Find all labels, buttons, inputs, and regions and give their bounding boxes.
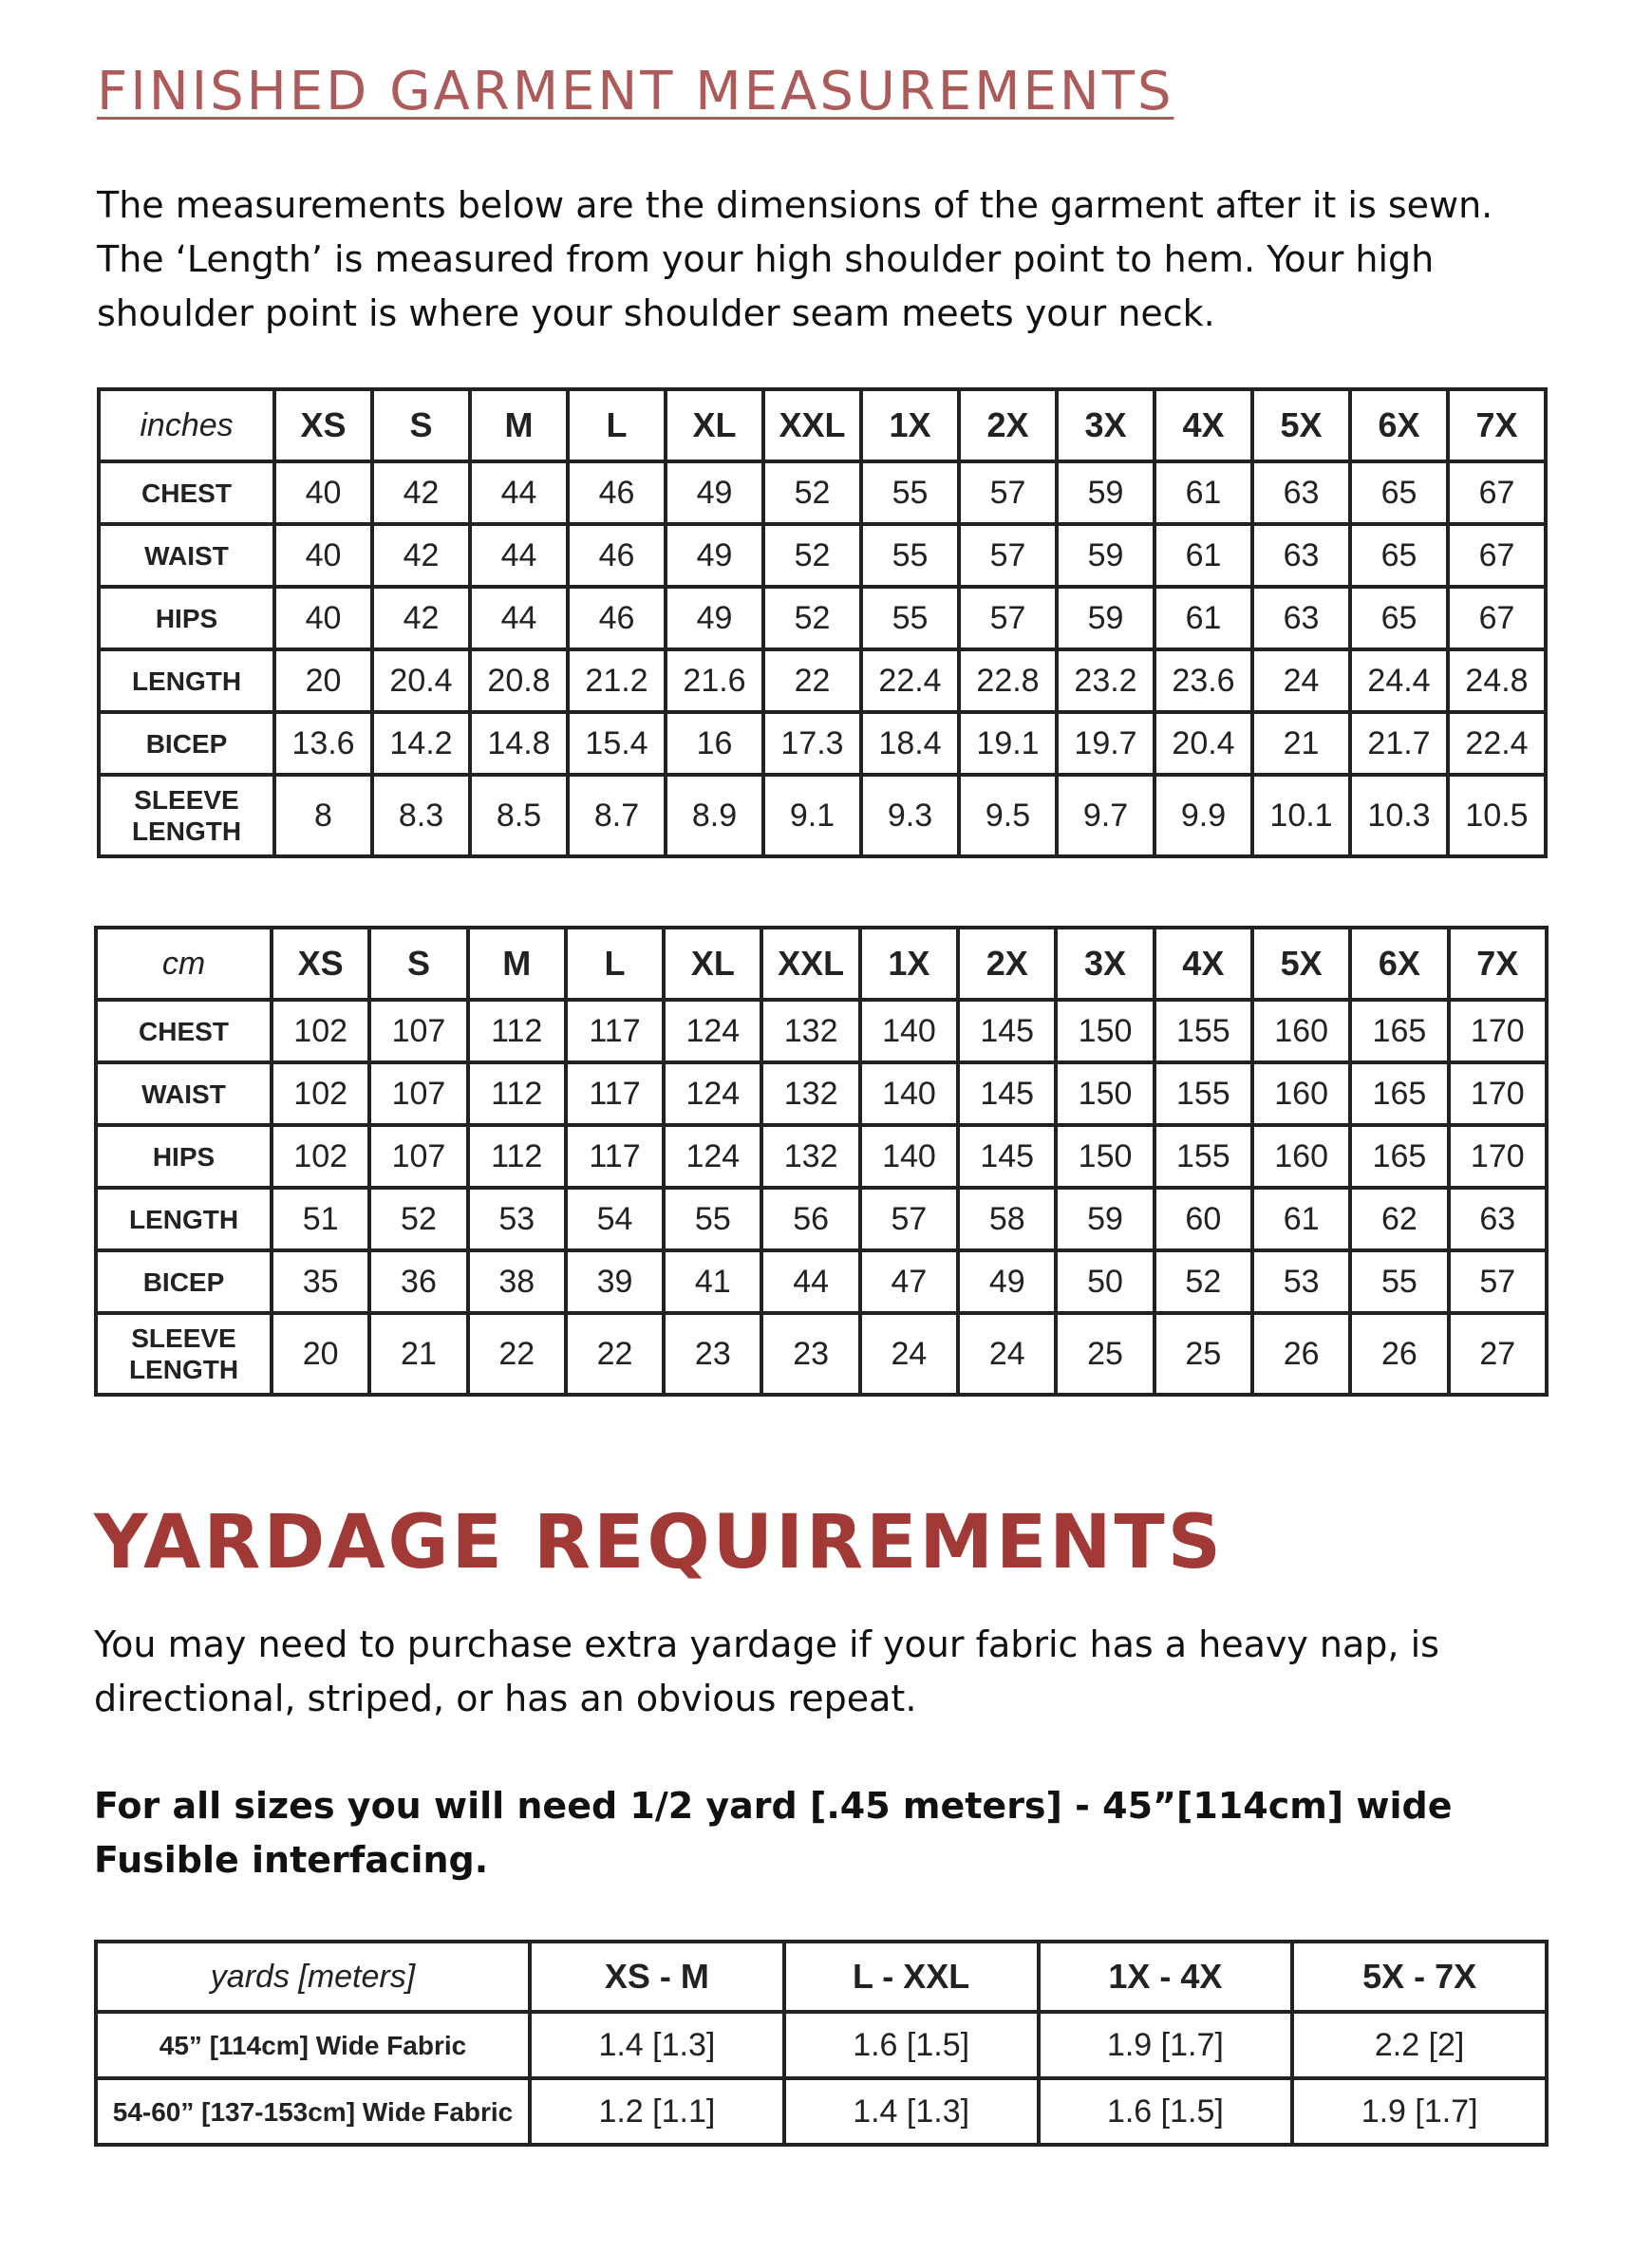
table-row	[96, 1125, 1547, 1188]
table-cell: 8.9	[666, 775, 763, 856]
size-header: XS	[272, 928, 369, 1000]
size-header: M	[470, 389, 568, 461]
table-cell: 55	[861, 461, 959, 524]
size-header: 2X	[959, 389, 1057, 461]
table-cell: 53	[468, 1188, 566, 1250]
table-cell: 160	[1252, 1125, 1350, 1188]
row-label	[96, 1313, 272, 1395]
table-cell: 22.4	[1448, 712, 1546, 775]
table-cell: 42	[372, 461, 470, 524]
row-label: HIPS	[99, 587, 274, 649]
row-label-line: SLEEVE	[131, 1323, 236, 1353]
table-cell: 52	[369, 1188, 467, 1250]
table-cell: 150	[1056, 1125, 1154, 1188]
table-cell: 107	[369, 1000, 467, 1062]
table-cell: 140	[860, 1000, 958, 1062]
table-cell: 46	[568, 524, 666, 587]
size-range-header: 1X - 4X	[1039, 1942, 1293, 2012]
size-header: XS	[274, 389, 372, 461]
table-cell: 107	[369, 1125, 467, 1188]
size-header: XXL	[761, 928, 859, 1000]
table-cell: 165	[1350, 1000, 1448, 1062]
size-header: 6X	[1350, 389, 1448, 461]
size-header: S	[372, 389, 470, 461]
size-header: 5X	[1252, 389, 1350, 461]
table-cell: 20.8	[470, 649, 568, 712]
table-cell: 38	[468, 1250, 566, 1313]
cm-measurements-table	[94, 926, 1549, 1397]
table-cell: 44	[470, 461, 568, 524]
row-label: 45” [114cm] Wide Fabric	[96, 2012, 530, 2078]
table-cell: 21	[1252, 712, 1350, 775]
table-row	[96, 1313, 1547, 1395]
table-cell: 13.6	[274, 712, 372, 775]
table-cell: 57	[959, 587, 1057, 649]
table-header-row	[96, 1942, 1547, 2012]
table-cell: 150	[1056, 1062, 1154, 1125]
table-cell: 10.1	[1252, 775, 1350, 856]
table-cell: 145	[958, 1125, 1056, 1188]
table-cell: 21	[369, 1313, 467, 1395]
table-cell: 24	[1252, 649, 1350, 712]
table-cell: 54	[566, 1188, 664, 1250]
table-cell: 61	[1155, 461, 1252, 524]
table-cell: 44	[470, 587, 568, 649]
table-row	[96, 1188, 1547, 1250]
table-cell: 51	[272, 1188, 369, 1250]
size-range-header: 5X - 7X	[1292, 1942, 1547, 2012]
size-header: 6X	[1350, 928, 1448, 1000]
size-header: XL	[666, 389, 763, 461]
table-cell: 8.7	[568, 775, 666, 856]
table-cell: 102	[272, 1062, 369, 1125]
table-cell: 17.3	[763, 712, 861, 775]
table-cell: 14.8	[470, 712, 568, 775]
table-cell: 145	[958, 1000, 1056, 1062]
table-cell: 132	[761, 1062, 859, 1125]
table-cell: 63	[1252, 587, 1350, 649]
table-cell: 170	[1449, 1125, 1547, 1188]
table-cell: 19.7	[1057, 712, 1155, 775]
row-label: CHEST	[96, 1000, 272, 1062]
table-cell: 1.6 [1.5]	[784, 2012, 1039, 2078]
table-cell: 9.5	[959, 775, 1057, 856]
table-cell: 46	[568, 461, 666, 524]
table-row	[96, 1000, 1547, 1062]
table-cell: 1.9 [1.7]	[1292, 2078, 1547, 2145]
table-cell: 9.3	[861, 775, 959, 856]
row-label-line: SLEEVE	[134, 785, 239, 815]
table-cell: 14.2	[372, 712, 470, 775]
table-cell: 50	[1056, 1250, 1154, 1313]
table-cell: 36	[369, 1250, 467, 1313]
unit-label: yards [meters]	[96, 1942, 530, 2012]
table-cell: 124	[664, 1000, 761, 1062]
row-label: WAIST	[99, 524, 274, 587]
table-cell: 67	[1448, 587, 1546, 649]
table-cell: 112	[468, 1125, 566, 1188]
table-cell: 155	[1155, 1000, 1252, 1062]
table-cell: 20	[274, 649, 372, 712]
table-cell: 124	[664, 1125, 761, 1188]
table-cell: 27	[1449, 1313, 1547, 1395]
row-label: LENGTH	[99, 649, 274, 712]
table-cell: 59	[1056, 1188, 1154, 1250]
table-cell: 2.2 [2]	[1292, 2012, 1547, 2078]
table-cell: 44	[470, 524, 568, 587]
table-cell: 55	[1350, 1250, 1448, 1313]
table-cell: 15.4	[568, 712, 666, 775]
table-cell: 117	[566, 1125, 664, 1188]
yardage-title: YARDAGE REQUIREMENTS	[94, 1500, 1224, 1586]
table-cell: 47	[860, 1250, 958, 1313]
table-row	[99, 524, 1546, 587]
size-header: XL	[664, 928, 761, 1000]
table-cell: 9.1	[763, 775, 861, 856]
table-cell: 1.9 [1.7]	[1039, 2012, 1293, 2078]
table-cell: 55	[861, 587, 959, 649]
table-cell: 57	[860, 1188, 958, 1250]
table-cell: 65	[1350, 524, 1448, 587]
table-cell: 112	[468, 1062, 566, 1125]
table-cell: 42	[372, 587, 470, 649]
table-cell: 19.1	[959, 712, 1057, 775]
table-cell: 132	[761, 1125, 859, 1188]
table-cell: 22.4	[861, 649, 959, 712]
table-cell: 39	[566, 1250, 664, 1313]
table-cell: 112	[468, 1000, 566, 1062]
table-cell: 23	[761, 1313, 859, 1395]
table-cell: 165	[1350, 1062, 1448, 1125]
table-cell: 65	[1350, 461, 1448, 524]
row-label: HIPS	[96, 1125, 272, 1188]
table-cell: 1.2 [1.1]	[530, 2078, 784, 2145]
size-header: 3X	[1056, 928, 1154, 1000]
row-label: WAIST	[96, 1062, 272, 1125]
table-cell: 22	[763, 649, 861, 712]
table-cell: 49	[666, 524, 763, 587]
table-cell: 55	[861, 524, 959, 587]
size-header: M	[468, 928, 566, 1000]
unit-label: cm	[96, 928, 272, 1000]
row-label: BICEP	[99, 712, 274, 775]
table-cell: 23.2	[1057, 649, 1155, 712]
yardage-table	[94, 1940, 1549, 2147]
table-cell: 67	[1448, 524, 1546, 587]
table-cell: 25	[1056, 1313, 1154, 1395]
table-cell: 63	[1252, 524, 1350, 587]
table-cell: 124	[664, 1062, 761, 1125]
table-cell: 61	[1252, 1188, 1350, 1250]
table-cell: 49	[666, 587, 763, 649]
table-cell: 24	[860, 1313, 958, 1395]
yardage-intro: You may need to purchase extra yardage if your fabric has a heavy nap, is directional, striped, or has an obvious repeat.	[94, 1623, 1439, 1719]
table-cell: 117	[566, 1000, 664, 1062]
table-cell: 170	[1449, 1062, 1547, 1125]
table-cell: 8.5	[470, 775, 568, 856]
table-row	[99, 775, 1546, 856]
table-cell: 155	[1155, 1062, 1252, 1125]
table-cell: 57	[1449, 1250, 1547, 1313]
table-cell: 40	[274, 587, 372, 649]
table-cell: 65	[1350, 587, 1448, 649]
table-cell: 57	[959, 524, 1057, 587]
table-cell: 9.9	[1155, 775, 1252, 856]
table-cell: 21.2	[568, 649, 666, 712]
table-cell: 67	[1448, 461, 1546, 524]
table-cell: 170	[1449, 1000, 1547, 1062]
table-cell: 23.6	[1155, 649, 1252, 712]
table-cell: 25	[1155, 1313, 1252, 1395]
table-cell: 165	[1350, 1125, 1448, 1188]
size-range-header: XS - M	[530, 1942, 784, 2012]
size-header: S	[369, 928, 467, 1000]
size-header: 2X	[958, 928, 1056, 1000]
size-range-header: L - XXL	[784, 1942, 1039, 2012]
size-header: 4X	[1155, 928, 1252, 1000]
table-cell: 57	[959, 461, 1057, 524]
table-cell: 44	[761, 1250, 859, 1313]
measurements-intro: The measurements below are the dimensions of the garment after it is sewn. The ‘Length’ is measured from your high shoulder point to hem. Your high shoulder point is where your shoulder seam meets your neck.	[97, 184, 1493, 334]
table-cell: 16	[666, 712, 763, 775]
table-cell: 132	[761, 1000, 859, 1062]
table-cell: 155	[1155, 1125, 1252, 1188]
interfacing-note: For all sizes you will need 1/2 yard [.45 meters] - 45”[114cm] wide Fusible interfacing.	[94, 1785, 1453, 1881]
size-header: 4X	[1155, 389, 1252, 461]
size-header: 5X	[1252, 928, 1350, 1000]
table-cell: 10.3	[1350, 775, 1448, 856]
table-cell: 10.5	[1448, 775, 1546, 856]
table-cell: 59	[1057, 587, 1155, 649]
table-header-row	[96, 928, 1547, 1000]
page-title: FINISHED GARMENT MEASUREMENTS	[97, 61, 1174, 122]
table-cell: 26	[1350, 1313, 1448, 1395]
table-row	[99, 712, 1546, 775]
table-cell: 52	[763, 524, 861, 587]
table-cell: 140	[860, 1062, 958, 1125]
table-cell: 42	[372, 524, 470, 587]
table-cell: 52	[763, 587, 861, 649]
row-label	[99, 775, 274, 856]
table-cell: 145	[958, 1062, 1056, 1125]
table-row	[96, 1250, 1547, 1313]
table-cell: 1.4 [1.3]	[784, 2078, 1039, 2145]
table-cell: 49	[666, 461, 763, 524]
table-cell: 20	[272, 1313, 369, 1395]
table-cell: 102	[272, 1000, 369, 1062]
row-label: LENGTH	[96, 1188, 272, 1250]
table-cell: 160	[1252, 1000, 1350, 1062]
table-cell: 53	[1252, 1250, 1350, 1313]
table-cell: 24.4	[1350, 649, 1448, 712]
table-cell: 21.6	[666, 649, 763, 712]
table-cell: 46	[568, 587, 666, 649]
table-cell: 8.3	[372, 775, 470, 856]
table-cell: 117	[566, 1062, 664, 1125]
table-cell: 18.4	[861, 712, 959, 775]
inches-measurements-table	[97, 387, 1548, 858]
size-header: 7X	[1448, 389, 1546, 461]
size-header: 7X	[1449, 928, 1547, 1000]
table-cell: 52	[1155, 1250, 1252, 1313]
table-cell: 9.7	[1057, 775, 1155, 856]
table-cell: 61	[1155, 524, 1252, 587]
table-cell: 150	[1056, 1000, 1154, 1062]
table-cell: 23	[664, 1313, 761, 1395]
table-cell: 55	[664, 1188, 761, 1250]
table-cell: 24	[958, 1313, 1056, 1395]
table-cell: 24.8	[1448, 649, 1546, 712]
table-cell: 35	[272, 1250, 369, 1313]
table-cell: 140	[860, 1125, 958, 1188]
row-label: BICEP	[96, 1250, 272, 1313]
table-cell: 26	[1252, 1313, 1350, 1395]
table-row	[96, 2078, 1547, 2145]
table-cell: 56	[761, 1188, 859, 1250]
table-row	[99, 461, 1546, 524]
table-cell: 102	[272, 1125, 369, 1188]
size-header: 3X	[1057, 389, 1155, 461]
table-cell: 59	[1057, 461, 1155, 524]
table-row	[96, 2012, 1547, 2078]
table-row	[99, 649, 1546, 712]
table-cell: 20.4	[1155, 712, 1252, 775]
table-cell: 62	[1350, 1188, 1448, 1250]
size-header: XXL	[763, 389, 861, 461]
row-label: CHEST	[99, 461, 274, 524]
table-cell: 20.4	[372, 649, 470, 712]
table-cell: 22	[468, 1313, 566, 1395]
table-cell: 22.8	[959, 649, 1057, 712]
table-cell: 40	[274, 461, 372, 524]
table-cell: 8	[274, 775, 372, 856]
table-row	[99, 587, 1546, 649]
table-cell: 63	[1252, 461, 1350, 524]
table-header-row	[99, 389, 1546, 461]
table-cell: 61	[1155, 587, 1252, 649]
table-cell: 1.6 [1.5]	[1039, 2078, 1293, 2145]
table-cell: 40	[274, 524, 372, 587]
table-cell: 52	[763, 461, 861, 524]
table-cell: 63	[1449, 1188, 1547, 1250]
table-cell: 60	[1155, 1188, 1252, 1250]
table-cell: 49	[958, 1250, 1056, 1313]
size-header: 1X	[861, 389, 959, 461]
size-header: L	[566, 928, 664, 1000]
row-label-line: LENGTH	[131, 816, 242, 846]
row-label-line: LENGTH	[128, 1355, 239, 1384]
table-cell: 22	[566, 1313, 664, 1395]
table-cell: 41	[664, 1250, 761, 1313]
table-cell: 58	[958, 1188, 1056, 1250]
size-header: 1X	[860, 928, 958, 1000]
table-cell: 59	[1057, 524, 1155, 587]
table-row	[96, 1062, 1547, 1125]
table-cell: 21.7	[1350, 712, 1448, 775]
size-header: L	[568, 389, 666, 461]
unit-label: inches	[99, 389, 274, 461]
row-label: 54-60” [137-153cm] Wide Fabric	[96, 2078, 530, 2145]
table-cell: 160	[1252, 1062, 1350, 1125]
table-cell: 1.4 [1.3]	[530, 2012, 784, 2078]
table-cell: 107	[369, 1062, 467, 1125]
